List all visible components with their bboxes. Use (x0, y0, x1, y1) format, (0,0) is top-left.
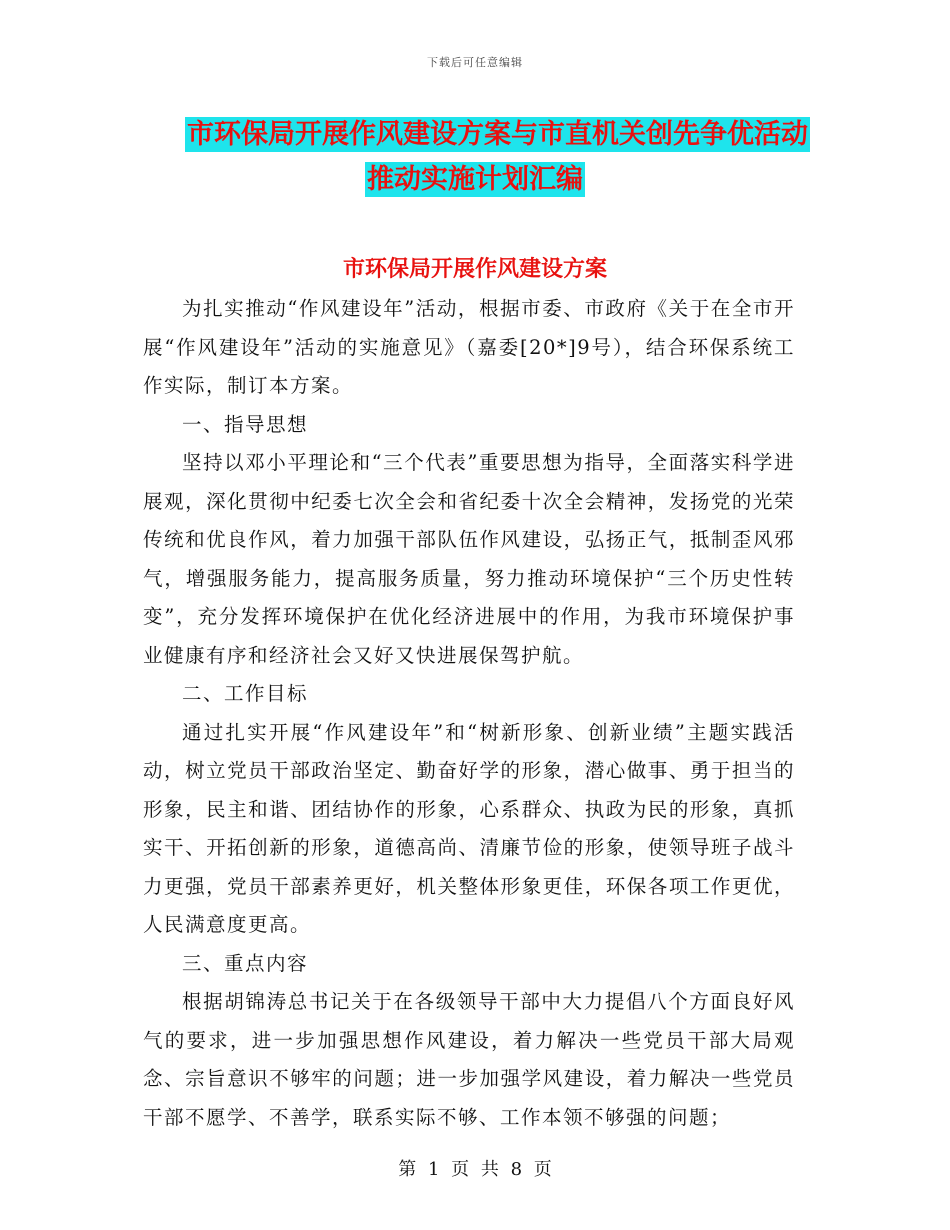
header-note: 下载后可任意编辑 (427, 56, 523, 69)
main-title-line-1-text: 市环保局开展作风建设方案与市直机关创先争优活动 (187, 119, 808, 150)
main-title-line-1 (0, 112, 950, 151)
paragraph-intro: 为扎实推动“作风建设年”活动，根据市委、市政府《关于在全市开展“作风建设年”活动的实施意见》（嘉委[20*]9号），结合环保系统工作实际，制订本方案。 (143, 297, 795, 397)
heading-guiding-thought: 一、指导思想 (182, 412, 309, 436)
page-footer: 第 1 页 共 8 页 (398, 1159, 552, 1180)
main-title-line-2-text: 推动实施计划汇编 (367, 164, 583, 195)
paragraph-guiding-thought: 坚持以邓小平理论和“三个代表”重要思想为指导，全面落实科学进展观，深化贯彻中纪委七次全会和省纪委十次全会精神，发扬党的光荣传统和优良作风，着力加强干部队伍作风建设，弘扬正气，抵制歪风邪气，增强服务能力，提高服务质量，努力推动环境保护“三个历史性转变”，充分发挥环境保护在优化经济进展中的作用，为我市环境保护事业健康有序和经济社会又好又快进展保驾护航。 (143, 451, 795, 667)
body-text (143, 290, 795, 1137)
main-title-line-2 (0, 157, 950, 196)
paragraph-key-content: 根据胡锦涛总书记关于在各级领导干部中大力提倡八个方面良好风气的要求，进一步加强思想作风建设，着力解决一些党员干部大局观念、宗旨意识不够牢的问题；进一步加强学风建设，着力解决一些党员干部不愿学、不善学，联系实际不够、工作本领不够强的问题； (143, 990, 795, 1129)
paragraph-work-goals: 通过扎实开展“作风建设年”和“树新形象、创新业绩”主题实践活动，树立党员干部政治坚定、勤奋好学的形象，潜心做事、勇于担当的形象，民主和谐、团结协作的形象，心系群众、执政为民的形象，真抓实干、开拓创新的形象，道德高尚、清廉节俭的形象，使领导班子战斗力更强，党员干部素养更好，机关整体形象更佳，环保各项工作更优，人民满意度更高。 (143, 720, 795, 936)
heading-work-goals: 二、工作目标 (182, 682, 309, 705)
section-title: 市环保局开展作风建设方案 (342, 256, 607, 282)
heading-key-content: 三、重点内容 (182, 951, 309, 975)
